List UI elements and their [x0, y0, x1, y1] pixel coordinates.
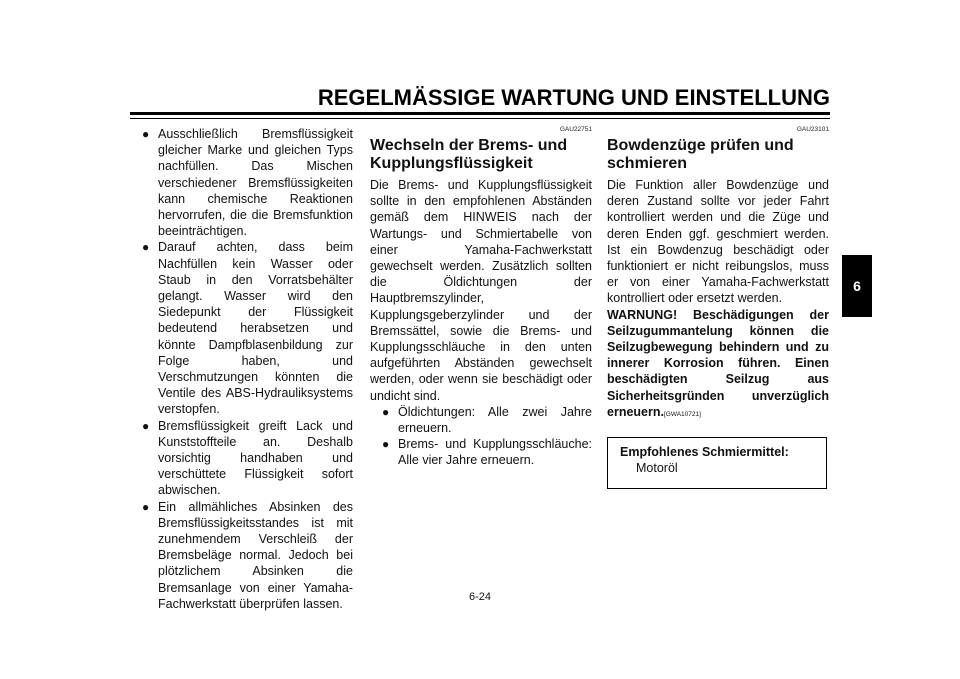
column-left: [140, 126, 353, 612]
list-item: [370, 436, 592, 468]
lubricant-title: Empfohlenes Schmiermittel:: [620, 445, 789, 460]
list-item-text: Ein allmähliches Absinken des Bremsflüssigkeitsstandes ist mit zunehmendem Verschleiß der Bremsbeläge normal. Jedoch bei plötzlichem Absinken die Bremsanlage von einer Yamaha-Fachwerkstatt überprüfen lassen.: [158, 499, 353, 611]
header-rule-thin: [130, 118, 830, 119]
section-paragraph: Die Brems- und Kupplungsflüssigkeit sollte in den empfohlenen Abständen gemäß dem HINWEIS nach der Wartungs- und Schmiertabelle von einer Yamaha-Fachwerkstatt gewechselt werden. Zusätzlich sollten die Öldichtungen der Hauptbremszylinder, Kupplungsgeberzylinder und der Bremssättel, sowie die Brems- und Kupplungsschläuche in den unten aufgeführten Abständen gewechselt werden, oder wenn sie beschädigt oder undicht sind.: [370, 178, 592, 403]
section-heading: Bowdenzüge prüfen und schmieren: [607, 137, 794, 172]
list-item-text: Bremsflüssigkeit greift Lack und Kunststoffteile an. Deshalb vorsichtig handhaben und verschüttete Flüssigkeit sofort abwischen.: [158, 418, 353, 498]
bullet-icon: ●: [382, 437, 390, 452]
section-code: GAU23101: [796, 126, 829, 133]
header-rule-thick: [130, 112, 830, 115]
list-item-text: Brems- und Kupplungsschläuche: Alle vier Jahre erneuern.: [398, 437, 592, 468]
chapter-tab: 6: [842, 255, 872, 317]
list-item-text: Öldichtungen: Alle zwei Jahre erneuern.: [398, 404, 592, 436]
list-item-text: Ausschließlich Bremsflüssigkeit gleicher Marke und gleichen Typs nachfüllen. Das Mischen verschiedener Bremsflüssigkeiten kann chemische Reaktionen hervorrufen, die die Bremsfunktion beeinträchtigen.: [158, 127, 353, 239]
page-header-title: REGELMÄSSIGE WARTUNG UND EINSTELLUNG: [317, 85, 830, 110]
column-middle: [370, 126, 592, 469]
section-code: GAU22751: [559, 126, 592, 133]
lubricant-item: Motoröl: [636, 461, 678, 476]
list-item: [140, 418, 353, 499]
column-right: [607, 126, 829, 489]
list-item-text: Darauf achten, dass beim Nachfüllen kein Wasser oder Staub in den Vorratsbehälter gelangt. Wasser wird den Siedepunkt der Flüssigkeit bedeutend herabsetzen und könnte Dampfblasenbildung zur Folge haben, und Verschmutzungen könnten die Ventile des ABS-Hydrauliksystems verstopfen.: [158, 240, 353, 417]
section-paragraph: Die Funktion aller Bowdenzüge und deren Zustand sollte vor jeder Fahrt kontrolliert werden und die Züge und deren Enden ggf. geschmiert werden. Ist ein Bowdenzug beschädigt oder funktioniert er nicht reibungslos, muss er von einer Yamaha-Fachwerkstatt kontrolliert oder ersetzt werden.: [607, 178, 829, 306]
bullet-icon: ●: [142, 240, 150, 255]
bullet-icon: ●: [382, 404, 390, 419]
lubricant-box: [607, 437, 827, 489]
warning-body: WARNUNG! Beschädigungen der Seilzugummantelung können die Seilzugbewegung behindern und zu innerer Korrosion führen. Einen beschädigten Seilzug aus Sicherheitsgründen unverzüglich erneuern.: [607, 307, 829, 419]
bullet-icon: ●: [142, 127, 150, 141]
list-item: [140, 126, 353, 239]
page-number: 6-24: [468, 591, 492, 603]
list-item: [370, 404, 592, 436]
warning-text: [607, 307, 829, 423]
bullet-icon: ●: [142, 499, 150, 514]
list-item: [140, 239, 353, 417]
bullet-icon: ●: [142, 418, 150, 433]
warning-code: [GWA10721]: [663, 410, 701, 418]
section-heading: Wechseln der Brems- und Kupplungsflüssigkeit: [370, 137, 568, 172]
